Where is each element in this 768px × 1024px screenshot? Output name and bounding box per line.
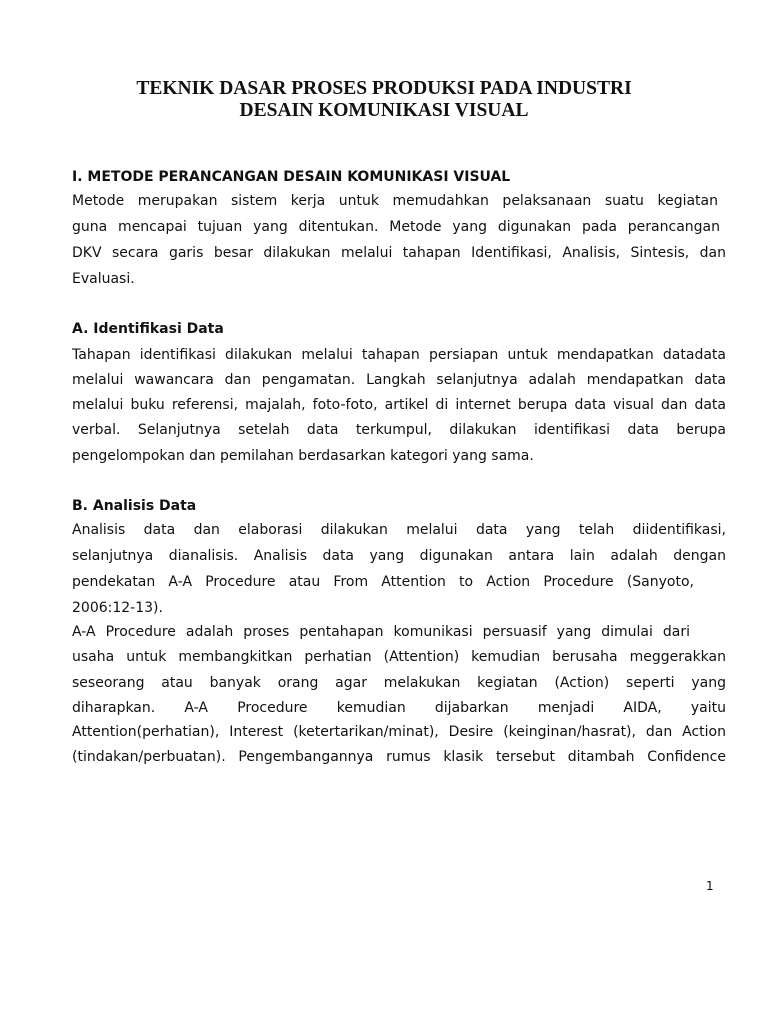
section-b-line-8: diharapkan. A-A Procedure kemudian dijabarkan menjadi AIDA, yaitu (72, 700, 726, 716)
page-number: 1 (706, 879, 714, 893)
section-b-line-3: pendekatan A-A Procedure atau From Attention to Action Procedure (Sanyoto, (72, 574, 694, 590)
section-1-line-1: Metode merupakan sistem kerja untuk memudahkan pelaksanaan suatu kegiatan (72, 193, 718, 209)
section-a-line-3: melalui buku referensi, majalah, foto-foto, artikel di internet berupa data visual dan data (72, 397, 726, 413)
section-1-line-2: guna mencapai tujuan yang ditentukan. Metode yang digunakan pada perancangan (72, 219, 720, 235)
document-title (0, 78, 768, 122)
section-b-line-2: selanjutnya dianalisis. Analisis data yang digunakan antara lain adalah dengan (72, 548, 726, 564)
section-b-line-10: (tindakan/perbuatan). Pengembangannya rumus klasik tersebut ditambah Confidence (72, 749, 726, 765)
section-b-line-1: Analisis data dan elaborasi dilakukan melalui data yang telah diidentifikasi, (72, 522, 726, 538)
section-a-line-1: Tahapan identifikasi dilakukan melalui tahapan persiapan untuk mendapatkan datadata (72, 347, 726, 363)
section-a-line-4: verbal. Selanjutnya setelah data terkumpul, dilakukan identifikasi data berupa (72, 422, 726, 438)
section-b-line-9: Attention(perhatian), Interest (ketertarikan/minat), Desire (keinginan/hasrat), dan Action (72, 724, 726, 740)
section-a-line-5: pengelompokan dan pemilahan berdasarkan kategori yang sama. (72, 448, 534, 464)
section-b-line-4: 2006:12-13). (72, 600, 163, 616)
section-a-heading: A. Identifikasi Data (72, 321, 224, 337)
section-1-line-4: Evaluasi. (72, 271, 135, 287)
section-b-heading: B. Analisis Data (72, 498, 197, 514)
section-b-line-6: usaha untuk membangkitkan perhatian (Attention) kemudian berusaha meggerakkan (72, 649, 726, 665)
section-b-line-7: seseorang atau banyak orang agar melakukan kegiatan (Action) seperti yang (72, 675, 726, 691)
title-line-2: DESAIN KOMUNIKASI VISUAL (239, 100, 529, 121)
section-a-line-2: melalui wawancara dan pengamatan. Langkah selanjutnya adalah mendapatkan data (72, 372, 726, 388)
section-b-line-5: A-A Procedure adalah proses pentahapan komunikasi persuasif yang dimulai dari (72, 624, 690, 640)
title-line-1: TEKNIK DASAR PROSES PRODUKSI PADA INDUSTRI (136, 78, 632, 99)
section-1-line-3: DKV secara garis besar dilakukan melalui tahapan Identifikasi, Analisis, Sintesis, dan (72, 245, 726, 261)
section-1-heading: I. METODE PERANCANGAN DESAIN KOMUNIKASI VISUAL (72, 169, 511, 185)
